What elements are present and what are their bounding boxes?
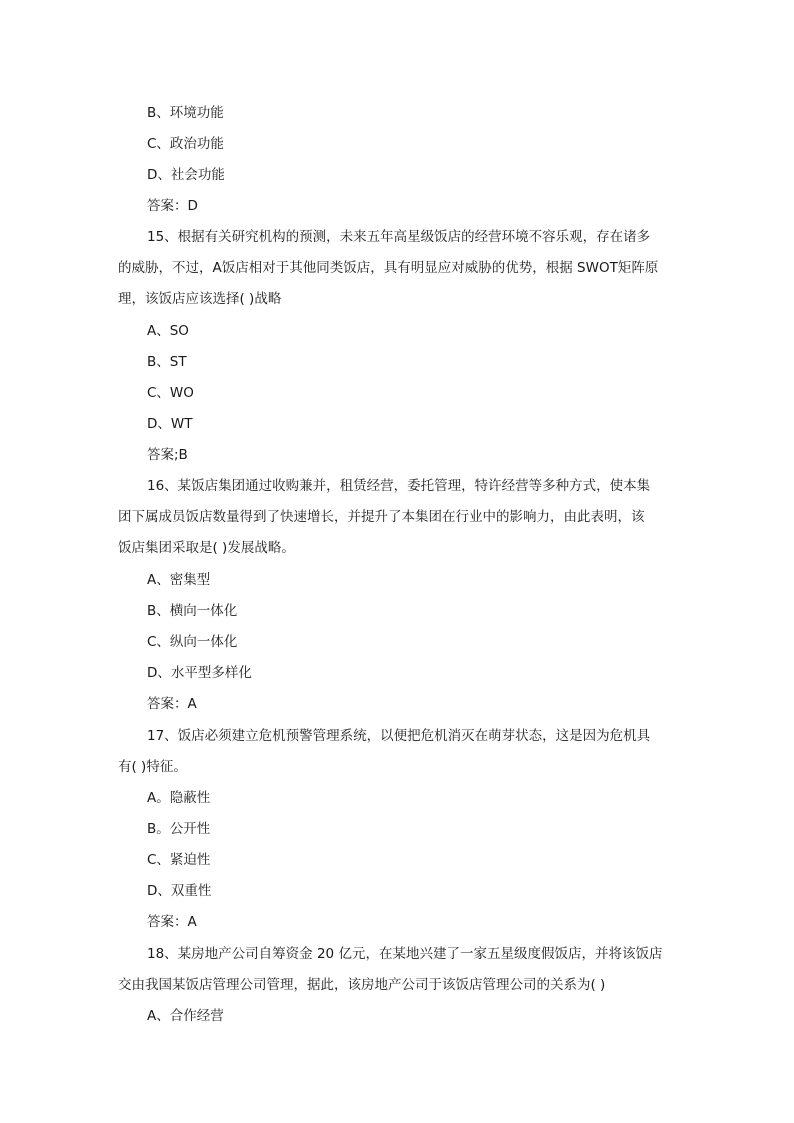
q16-answer: 答案：A: [147, 696, 197, 712]
q15-question-line-2: 的威胁，不过，A饭店相对于其他同类饭店，具有明显应对威胁的优势，根据 SWOT矩阵原: [118, 260, 659, 276]
q16-option-b: B、横向一体化: [147, 603, 238, 619]
q18-question-line-1: 18、某房地产公司自筹资金 20 亿元，在某地兴建了一家五星级度假饭店，并将该饭店: [147, 946, 663, 962]
q16-question-line-1: 16、某饭店集团通过收购兼并，租赁经营，委托管理，特许经营等多种方式，使本集: [147, 478, 651, 494]
q17-answer: 答案：A: [147, 914, 197, 930]
q14-option-c: C、政治功能: [147, 136, 224, 152]
q18-question-line-2: 交由我国某饭店管理公司管理，据此，该房地产公司于该饭店管理公司的关系为( ): [118, 977, 606, 993]
q16-question-line-2: 团下属成员饭店数量得到了快速增长，并提升了本集团在行业中的影响力，由此表明，该: [118, 509, 645, 525]
q15-question-line-1: 15、根据有关研究机构的预测，未来五年高星级饭店的经营环境不容乐观，存在诸多: [147, 229, 651, 245]
q16-option-c: C、纵向一体化: [147, 634, 238, 650]
q17-question-line-2: 有( )特征。: [118, 759, 187, 775]
q16-option-d: D、水平型多样化: [147, 665, 252, 681]
q15-question-line-3: 理，该饭店应该选择( )战略: [118, 291, 282, 307]
q17-option-b: B。公开性: [147, 821, 211, 837]
q14-option-b: B、环境功能: [147, 105, 224, 121]
q14-option-d: D、社会功能: [147, 167, 225, 183]
q16-question-line-3: 饭店集团采取是( )发展战略。: [118, 540, 295, 556]
q15-option-a: A、SO: [147, 323, 189, 339]
q15-option-b: B、ST: [147, 354, 187, 370]
q18-option-a: A、合作经营: [147, 1008, 224, 1024]
q15-answer: 答案;B: [147, 447, 188, 463]
q15-option-c: C、WO: [147, 385, 194, 401]
q16-option-a: A、密集型: [147, 572, 211, 588]
q17-option-d: D、双重性: [147, 883, 212, 899]
q17-option-a: A。隐蔽性: [147, 790, 211, 806]
q17-question-line-1: 17、饭店必须建立危机预警管理系统，以便把危机消灭在萌芽状态，这是因为危机具: [147, 728, 651, 744]
q15-option-d: D、WT: [147, 416, 193, 432]
q17-option-c: C、紧迫性: [147, 852, 211, 868]
q14-answer: 答案：D: [147, 198, 198, 214]
